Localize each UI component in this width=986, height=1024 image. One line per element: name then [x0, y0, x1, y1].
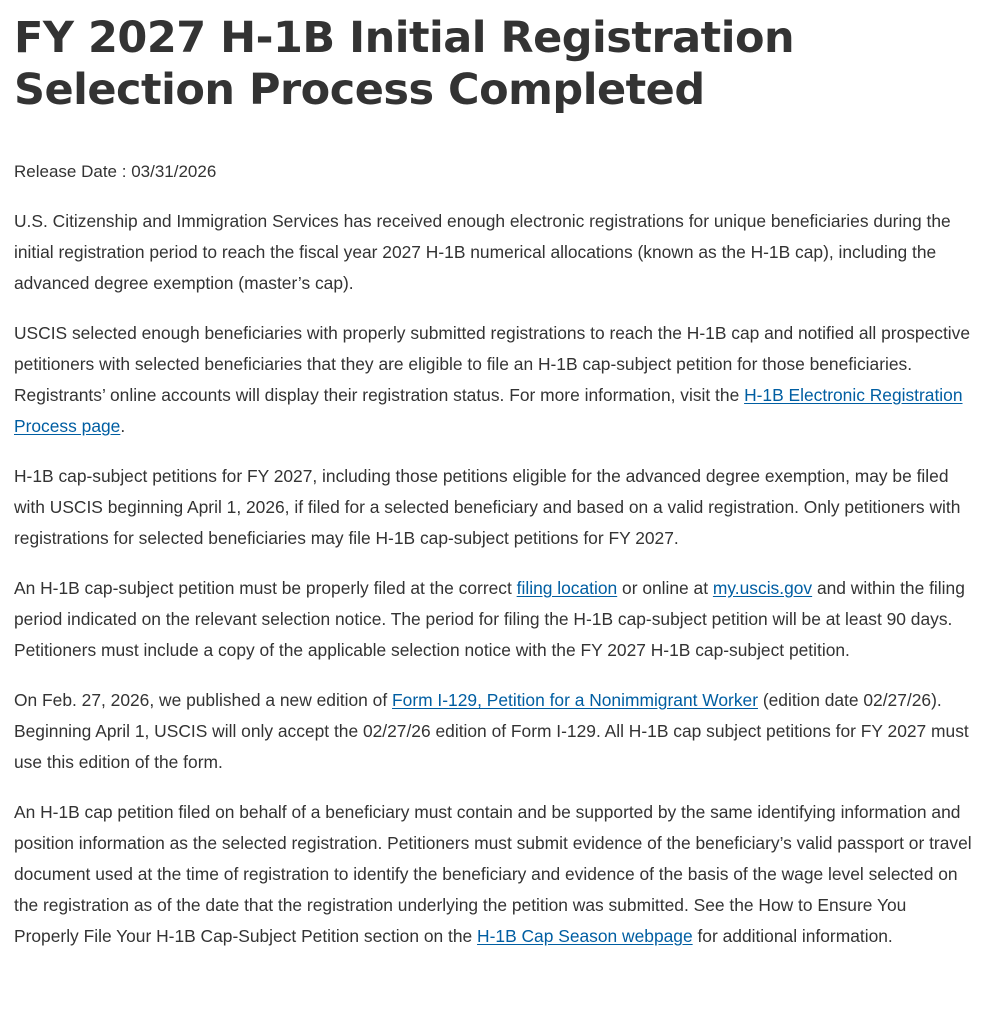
paragraph-4 [14, 573, 972, 666]
paragraph-5-text-a: On Feb. 27, 2026, we published a new edition of [14, 690, 393, 710]
paragraph-2-text: USCIS selected enough beneficiaries with properly submitted registrations to reach the H-1B cap and notified all prospective petitioners with selected beneficiaries that they are eligible to file an H-1B cap-subject petition for those beneficiaries. Registrants’ online accounts will display their registration status. For more information, visit the [14, 323, 971, 405]
paragraph-6-text: An H-1B cap petition filed on behalf of a beneficiary must contain and be supported by the same identifying information and position information as the selected registration. Petitioners must submit evidence of the beneficiary’s valid passport or travel document used at the time of registration to identify the beneficiary and evidence of the basis of the wage level selected on the registration as of the date that the registration underlying the petition was submitted. See the How to Ensure You Properly File Your H-1B Cap-Subject Petition section on the [14, 802, 972, 946]
paragraph-6-end: for additional information. [692, 926, 893, 946]
paragraph-2-end: . [120, 416, 126, 436]
filing-location-link[interactable]: filing location [516, 578, 618, 598]
release-date [14, 156, 972, 187]
paragraph-4-text-b: or online at [617, 578, 713, 598]
paragraph-2 [14, 318, 972, 442]
paragraph-5 [14, 685, 972, 778]
page-title: FY 2027 H-1B Initial Registration Selection Process Completed [14, 13, 795, 115]
paragraph-6 [14, 797, 972, 952]
paragraph-5-text-b: (edition date 02/27/26). Beginning April 1, USCIS will only accept the 02/27/26 edition of Form I-129. All H-1B cap subject petitions for FY 2027 must use this edition of the form. [14, 690, 969, 772]
release-date-value: 03/31/2026 [131, 162, 217, 181]
my-uscis-gov-link[interactable]: my.uscis.gov [712, 578, 813, 598]
h1b-electronic-registration-link[interactable]: H-1B Electronic Registration Process page [14, 385, 963, 436]
paragraph-4-text-a: An H-1B cap-subject petition must be properly filed at the correct [14, 578, 517, 598]
paragraph-4-text-c: and within the filing period indicated on the relevant selection notice. The period for filing the H-1B cap-subject petition will be at least 90 days. Petitioners must include a copy of the applicable selection notice with the FY 2027 H-1B cap-subject petition. [14, 578, 965, 660]
release-date-label: Release Date : [14, 162, 127, 181]
paragraph-3: H-1B cap-subject petitions for FY 2027, including those petitions eligible for the advanced degree exemption, may be filed with USCIS beginning April 1, 2026, if filed for a selected beneficiary and based on a valid registration. Only petitioners with registrations for selected beneficiaries may file H-1B cap-subject petitions for FY 2027. [14, 466, 961, 548]
paragraph-1: U.S. Citizenship and Immigration Services has received enough electronic registrations for unique beneficiaries during the initial registration period to reach the fiscal year 2027 H-1B numerical allocations (known as the H-1B cap), including the advanced degree exemption (master’s cap). [14, 211, 951, 293]
form-i129-link[interactable]: Form I-129, Petition for a Nonimmigrant Worker [392, 690, 758, 710]
h1b-cap-season-link[interactable]: H-1B Cap Season webpage [477, 926, 693, 946]
